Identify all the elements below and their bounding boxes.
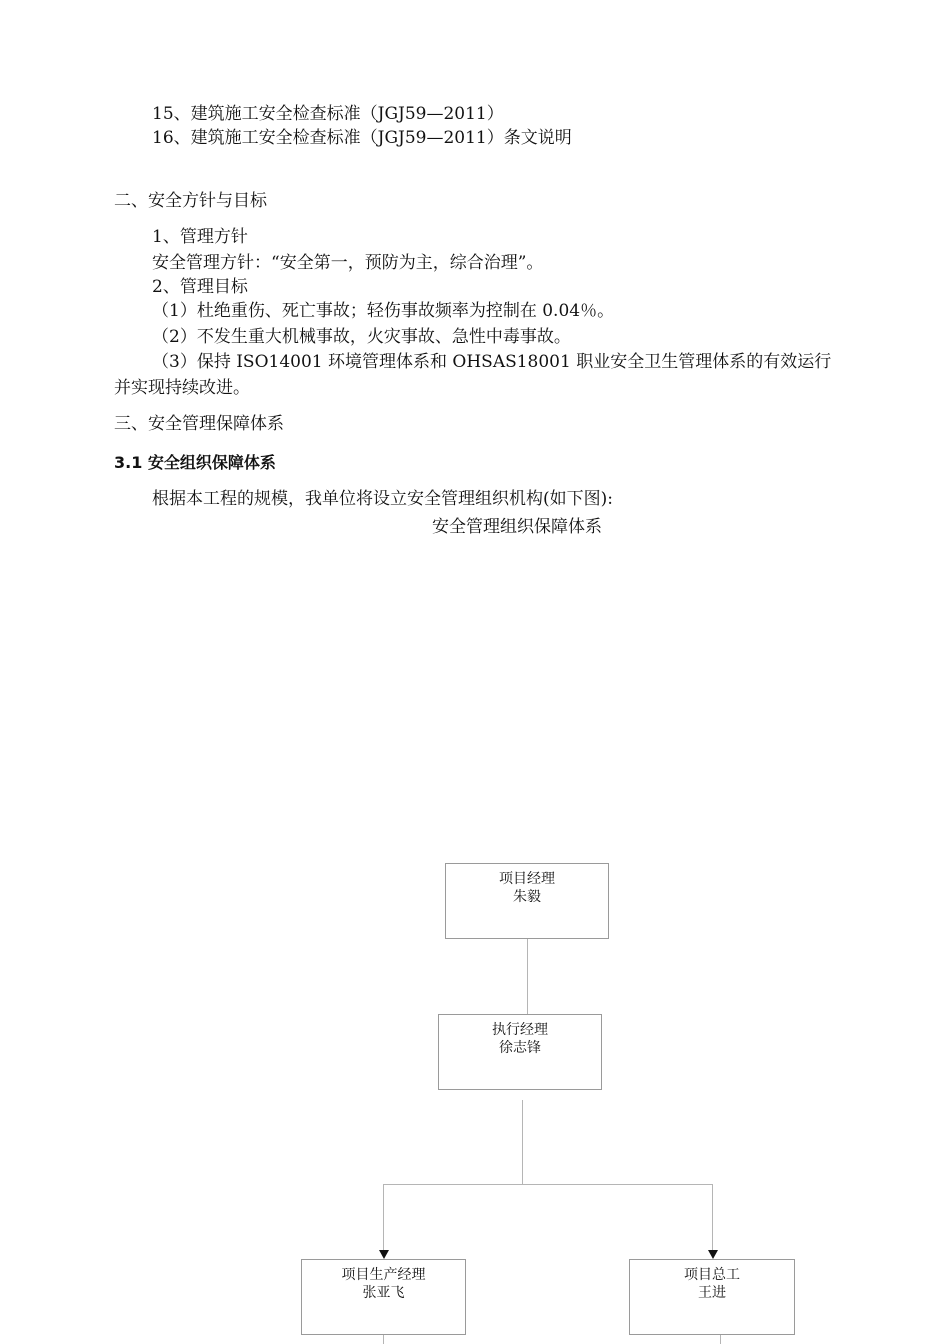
org-box-executive-manager xyxy=(438,1014,602,1090)
role-label: 项目经理 xyxy=(499,871,555,887)
arrow-down-icon xyxy=(379,1250,389,1259)
person-name: 张亚飞 xyxy=(362,1285,405,1301)
person-name: 徐志锋 xyxy=(499,1040,541,1056)
connector-line xyxy=(383,1184,384,1251)
arrow-down-icon xyxy=(708,1250,718,1259)
subsection-heading: 3.1 安全组织保障体系 xyxy=(114,453,276,472)
role-label: 项目生产经理 xyxy=(341,1267,426,1283)
goal-item-1: （1）杜绝重伤、死亡事故；轻伤事故频率为控制在 0.04％。 xyxy=(152,301,615,321)
goal-heading: 2、管理目标 xyxy=(152,277,248,297)
section-heading-policy-goals: 二、安全方针与目标 xyxy=(114,191,267,211)
policy-text: 安全管理方针：“安全第一，预防为主，综合治理”。 xyxy=(152,253,544,273)
org-box-chief-engineer xyxy=(629,1259,795,1335)
org-chart-title: 安全管理组织保障体系 xyxy=(432,517,602,537)
intro-paragraph: 根据本工程的规模，我单位将设立安全管理组织机构(如下图): xyxy=(152,489,613,509)
org-box-project-manager xyxy=(445,863,609,939)
person-name: 王进 xyxy=(698,1285,726,1301)
connector-line xyxy=(383,1184,713,1185)
connector-line xyxy=(527,939,528,1015)
reference-item-15: 15、建筑施工安全检查标准（JGJ59—2011） xyxy=(152,104,504,124)
role-label: 执行经理 xyxy=(492,1022,548,1038)
connector-line xyxy=(712,1184,713,1251)
policy-heading: 1、管理方针 xyxy=(152,227,248,247)
connector-line xyxy=(383,1335,384,1344)
person-name: 朱毅 xyxy=(513,889,541,905)
connector-line xyxy=(522,1100,523,1185)
section-heading-safety-system: 三、安全管理保障体系 xyxy=(114,414,284,434)
goal-item-3: （3）保持 ISO14001 环境管理体系和 OHSAS18001 职业安全卫生管理体系的有效运行 xyxy=(152,352,832,372)
connector-line xyxy=(720,1335,721,1344)
reference-item-16: 16、建筑施工安全检查标准（JGJ59—2011）条文说明 xyxy=(152,128,572,148)
role-label: 项目总工 xyxy=(684,1267,740,1283)
goal-item-3-continued: 并实现持续改进。 xyxy=(114,378,250,398)
goal-item-2: （2）不发生重大机械事故，火灾事故、急性中毒事故。 xyxy=(152,327,571,347)
org-box-production-manager xyxy=(301,1259,466,1335)
